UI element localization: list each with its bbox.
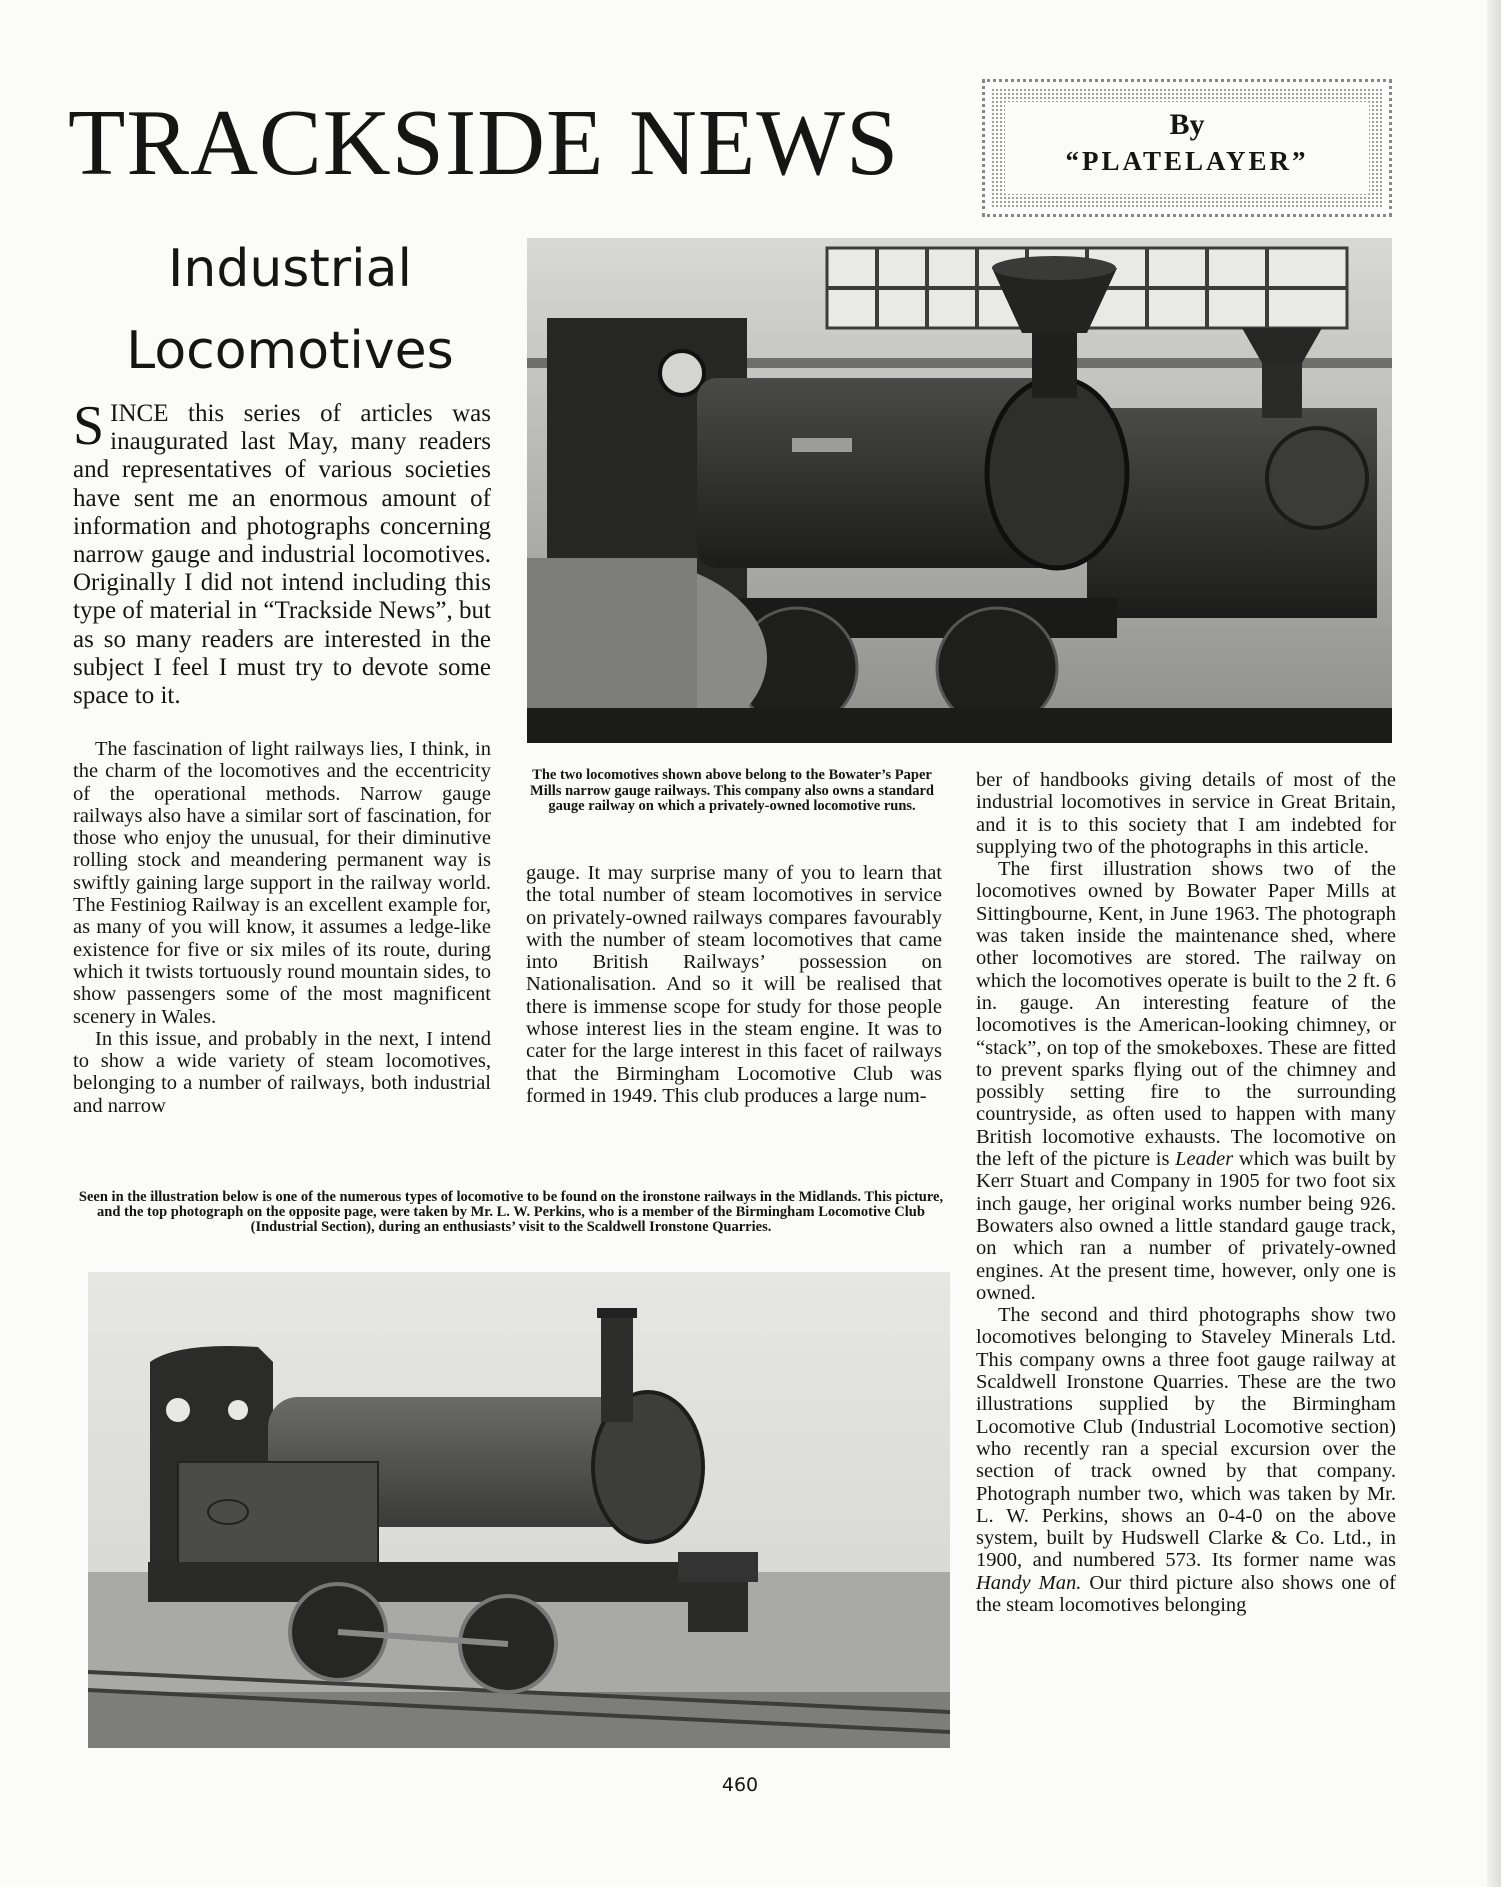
subtitle-line-1: Industrial bbox=[168, 239, 412, 299]
caption-bottom-photo: Seen in the illustration below is one of the numerous types of locomotive to be found on the ironstone railways in the Midlands. This picture, and the top photograph on the opposite page, were taken by Mr. L. W. Perkins, who is a member of the Birmingham Locomotive Club (Industrial Section), during an enthusiasts’ visit to the Scaldwell Ironstone Quarries. bbox=[78, 1189, 944, 1235]
photo-saddle-tank-image bbox=[88, 1272, 950, 1748]
column-2 bbox=[526, 862, 942, 1107]
photo-bowater-locomotives bbox=[527, 238, 1392, 743]
byline-by: By bbox=[1169, 108, 1205, 141]
column-1-body bbox=[73, 738, 491, 1117]
column-2-paragraph-1: gauge. It may surprise many of you to learn that the total number of steam locomotives in service on privately-owned railways compares favourably with the number of steam locomotives that came into British Railways’ possession on Nationalisation. And so it will be realised that there is immense scope for study for those people whose interest lies in the steam engine. It was to cater for the large interest in this facet of railways that the Birmingham Locomotive Club was formed in 1949. This club produces a large num- bbox=[526, 862, 942, 1107]
page-edge-shadow bbox=[1487, 0, 1501, 1887]
column-1-intro bbox=[73, 395, 491, 710]
page-title: TRACKSIDE NEWS bbox=[68, 91, 900, 195]
loco-name-leader: Leader bbox=[1175, 1148, 1234, 1171]
column-3-paragraph-2: The first illustration shows two of the locomotives owned by Bowater Paper Mills at Sittingbourne, Kent, in June 1963. The photograph was taken inside the maintenance shed, where other locomotives are stored. The railway on which the locomotives operate is built to the 2 ft. 6 in. gauge. An interesting feature of the locomotives is the American-looking chimney, or “stack”, on top of the smokeboxes. These are fitted to prevent sparks flying out of the chimney and possibly setting fire to the surrounding countryside, as often used to happen with many British locomotive exhausts. The locomotive on the left of the picture is Leader which was built by Kerr Stuart and Company in 1905 for two foot six inch gauge, her original works number being 926. Bowaters also owned a little standard gauge track, on which ran a number of privately-owned engines. At the present time, however, only one is owned. bbox=[976, 858, 1396, 1304]
intro-paragraph: INCE this series of articles was inaugurated last May, many readers and representatives of various societies have sent me an enormous amount of information and photographs concerning narrow gauge and industrial locomotives. Originally I did not intend including this type of material in “Trackside News”, but as so many readers are interested in the subject I feel I must try to devote some space to it. bbox=[73, 400, 491, 710]
byline-author: “PLATELAYER” bbox=[1065, 146, 1309, 176]
subtitle-line-2: Locomotives bbox=[126, 321, 454, 381]
photo-locomotives-shed-image bbox=[527, 238, 1392, 743]
column-1-paragraph-3: In this issue, and probably in the next, I intend to show a wide variety of steam locomotives, belonging to a number of railways, both industrial and narrow bbox=[73, 1027, 491, 1117]
article-subtitle bbox=[100, 228, 480, 392]
caption-top-photo: The two locomotives shown above belong to the Bowater’s Paper Mills narrow gauge railways. This company also owns a standard gauge railway on which a privately-owned locomotive runs. bbox=[530, 767, 934, 814]
byline-box bbox=[985, 82, 1389, 214]
column-3-paragraph-3: The second and third photographs show two locomotives belonging to Staveley Minerals Ltd. This company owns a three foot gauge railway at Scaldwell Ironstone Quarries. These are the two illustrations supplied by the Birmingham Locomotive Club (Industrial Locomotive section) who recently ran a special excursion over the section of track owned by that company. Photograph number two, which was taken by Mr. L. W. Perkins, shows an 0-4-0 on the above system, built by Hudswell Clarke & Co. Ltd., in 1900, and numbered 573. Its former name was Handy Man. Our third picture also shows one of the steam locomotives belonging bbox=[976, 1304, 1396, 1616]
column-3 bbox=[976, 769, 1396, 1616]
photo-ironstone-locomotive bbox=[88, 1272, 950, 1748]
column-1-paragraph-2: The fascination of light railways lies, I think, in the charm of the locomotives and the eccentricity of the operational methods. Narrow gauge railways also have a similar sort of fascination, for those who enjoy the unusual, for their diminutive rolling stock and meandering permanent way is swiftly gaining large support in the railway world. The Festiniog Railway is an excellent example for, as many of you will know, it assumes a ledge-like existence for five or six miles of its route, during which it twists tortuously round mountain sides, to show passengers some of the most magnificent scenery in Wales. bbox=[73, 738, 491, 1028]
loco-name-handy-man: Handy Man. bbox=[976, 1571, 1082, 1594]
column-3-paragraph-1: ber of handbooks giving details of most of the industrial locomotives in service in Great Britain, and it is to this society that I am indebted for supplying two of the photographs in this article. bbox=[976, 769, 1396, 858]
page-number: 460 bbox=[721, 1774, 759, 1796]
drop-cap: S bbox=[73, 395, 105, 457]
